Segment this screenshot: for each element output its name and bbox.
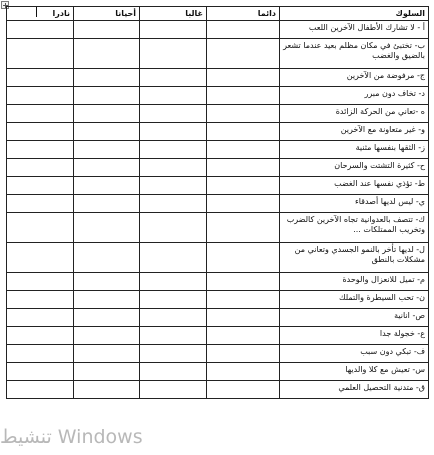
rating-cell-sometimes[interactable] (74, 273, 140, 291)
table-row (7, 195, 429, 213)
behavior-cell[interactable]: ق- متدنية التحصيل العلمي (280, 381, 429, 399)
rating-cell-often[interactable] (140, 69, 207, 87)
rating-cell-sometimes[interactable] (74, 87, 140, 105)
rating-cell-rarely[interactable] (7, 141, 74, 159)
table-row (7, 123, 429, 141)
rating-cell-sometimes[interactable] (74, 381, 140, 399)
rating-cell-always[interactable] (207, 39, 280, 69)
table-row (7, 345, 429, 363)
rating-cell-rarely[interactable] (7, 177, 74, 195)
rating-cell-often[interactable] (140, 213, 207, 243)
behavior-cell[interactable]: ح- كثيرة التشتت والسرحان (280, 159, 429, 177)
rating-cell-sometimes[interactable] (74, 327, 140, 345)
rating-cell-sometimes[interactable] (74, 141, 140, 159)
table-row (7, 69, 429, 87)
rating-cell-rarely[interactable] (7, 105, 74, 123)
table-row (7, 177, 429, 195)
rating-cell-always[interactable] (207, 213, 280, 243)
behavior-cell[interactable]: ج- مرفوضة من الآخرين (280, 69, 429, 87)
rating-cell-always[interactable] (207, 141, 280, 159)
table-row (7, 363, 429, 381)
rating-cell-often[interactable] (140, 159, 207, 177)
header-rarely: نادرا (7, 7, 74, 21)
rating-cell-often[interactable] (140, 177, 207, 195)
rating-cell-always[interactable] (207, 309, 280, 327)
table-row (7, 21, 429, 39)
rating-cell-rarely[interactable] (7, 291, 74, 309)
header-always: دائما (207, 7, 280, 21)
behavior-cell[interactable]: و- غير متعاونة مع الآخرين (280, 123, 429, 141)
header-behavior: السلوك (280, 7, 429, 21)
rating-cell-sometimes[interactable] (74, 243, 140, 273)
rating-cell-sometimes[interactable] (74, 195, 140, 213)
rating-cell-sometimes[interactable] (74, 363, 140, 381)
behavior-cell[interactable]: ط- تؤذي نفسها عند الغضب (280, 177, 429, 195)
behavior-cell[interactable]: ص- انانية (280, 309, 429, 327)
rating-cell-always[interactable] (207, 21, 280, 39)
table-row (7, 39, 429, 69)
rating-cell-rarely[interactable] (7, 87, 74, 105)
table-row (7, 291, 429, 309)
rating-cell-always[interactable] (207, 87, 280, 105)
rating-cell-sometimes[interactable] (74, 21, 140, 39)
rating-cell-often[interactable] (140, 381, 207, 399)
rating-cell-rarely[interactable] (7, 309, 74, 327)
rating-cell-rarely[interactable] (7, 69, 74, 87)
rating-cell-sometimes[interactable] (74, 291, 140, 309)
table-row (7, 159, 429, 177)
table-row (7, 105, 429, 123)
rating-cell-often[interactable] (140, 21, 207, 39)
header-sometimes: أحيانا (74, 7, 140, 21)
rating-cell-often[interactable] (140, 345, 207, 363)
rating-cell-always[interactable] (207, 381, 280, 399)
rating-cell-always[interactable] (207, 273, 280, 291)
behavior-cell[interactable]: م- تميل للانعزال والوحدة (280, 273, 429, 291)
rating-cell-rarely[interactable] (7, 159, 74, 177)
rating-cell-rarely[interactable] (7, 243, 74, 273)
rating-cell-often[interactable] (140, 87, 207, 105)
rating-cell-often[interactable] (140, 123, 207, 141)
rating-cell-sometimes[interactable] (74, 309, 140, 327)
behavior-table (6, 6, 429, 399)
table-row (7, 309, 429, 327)
rating-cell-always[interactable] (207, 159, 280, 177)
behavior-cell[interactable]: أ - لا تشارك الأطفال الآخرين اللعب (280, 21, 429, 39)
rating-cell-often[interactable] (140, 291, 207, 309)
rating-cell-rarely[interactable] (7, 273, 74, 291)
rating-cell-always[interactable] (207, 243, 280, 273)
rating-cell-often[interactable] (140, 243, 207, 273)
rating-cell-always[interactable] (207, 345, 280, 363)
behavior-cell[interactable]: ه -تعاني من الحركة الزائدة (280, 105, 429, 123)
rating-cell-often[interactable] (140, 363, 207, 381)
rating-cell-often[interactable] (140, 327, 207, 345)
rating-cell-often[interactable] (140, 195, 207, 213)
rating-cell-always[interactable] (207, 69, 280, 87)
rating-cell-rarely[interactable] (7, 345, 74, 363)
rating-cell-rarely[interactable] (7, 363, 74, 381)
rating-cell-sometimes[interactable] (74, 159, 140, 177)
behavior-cell[interactable]: ب- تختبئ في مكان مظلم بعيد عندما تشعر بالضيق والغضب (280, 39, 429, 69)
header-often: غالبا (140, 7, 207, 21)
behavior-cell[interactable]: ك- تتصف بالعدوانية تجاه الآخرين كالضرب وتخريب الممتلكات ... (280, 213, 429, 243)
rating-cell-often[interactable] (140, 273, 207, 291)
table-row (7, 273, 429, 291)
behavior-cell[interactable]: ع- خجولة جدا (280, 327, 429, 345)
rating-cell-sometimes[interactable] (74, 213, 140, 243)
rating-cell-always[interactable] (207, 363, 280, 381)
rating-cell-often[interactable] (140, 141, 207, 159)
rating-cell-always[interactable] (207, 327, 280, 345)
rating-cell-always[interactable] (207, 177, 280, 195)
rating-cell-sometimes[interactable] (74, 177, 140, 195)
table-row (7, 141, 429, 159)
rating-cell-often[interactable] (140, 39, 207, 69)
rating-cell-rarely[interactable] (7, 381, 74, 399)
table-row (7, 327, 429, 345)
behavior-cell[interactable]: ل- لديها تأخر بالنمو الجسدي وتعاني من مشكلات بالنطق (280, 243, 429, 273)
rating-cell-often[interactable] (140, 105, 207, 123)
rating-cell-rarely[interactable] (7, 213, 74, 243)
table-row (7, 243, 429, 273)
behavior-cell[interactable]: س- تعيش مع كلا والديها (280, 363, 429, 381)
rating-cell-sometimes[interactable] (74, 123, 140, 141)
table-row (7, 381, 429, 399)
rating-cell-often[interactable] (140, 309, 207, 327)
windows-activation-watermark: تنشيط Windows (0, 426, 143, 448)
table-row (7, 87, 429, 105)
rating-cell-rarely[interactable] (7, 123, 74, 141)
behavior-cell[interactable]: ز- الثقها بنفسها مثنية (280, 141, 429, 159)
rating-cell-always[interactable] (207, 123, 280, 141)
table-row (7, 213, 429, 243)
behavior-cell[interactable]: ن- تحب السيطرة والتملك (280, 291, 429, 309)
rating-cell-sometimes[interactable] (74, 69, 140, 87)
behavior-cell[interactable]: د- تخاف دون مبرر (280, 87, 429, 105)
rating-cell-rarely[interactable] (7, 21, 74, 39)
rating-cell-sometimes[interactable] (74, 345, 140, 363)
rating-cell-sometimes[interactable] (74, 39, 140, 69)
table-header-row (7, 7, 429, 21)
rating-cell-always[interactable] (207, 291, 280, 309)
rating-cell-rarely[interactable] (7, 327, 74, 345)
rating-cell-always[interactable] (207, 105, 280, 123)
behavior-cell[interactable]: ف- تبكي دون سبب (280, 345, 429, 363)
behavior-cell[interactable]: ي- ليس لديها أصدقاء (280, 195, 429, 213)
rating-cell-rarely[interactable] (7, 39, 74, 69)
rating-cell-rarely[interactable] (7, 195, 74, 213)
rating-cell-always[interactable] (207, 195, 280, 213)
rating-cell-sometimes[interactable] (74, 105, 140, 123)
